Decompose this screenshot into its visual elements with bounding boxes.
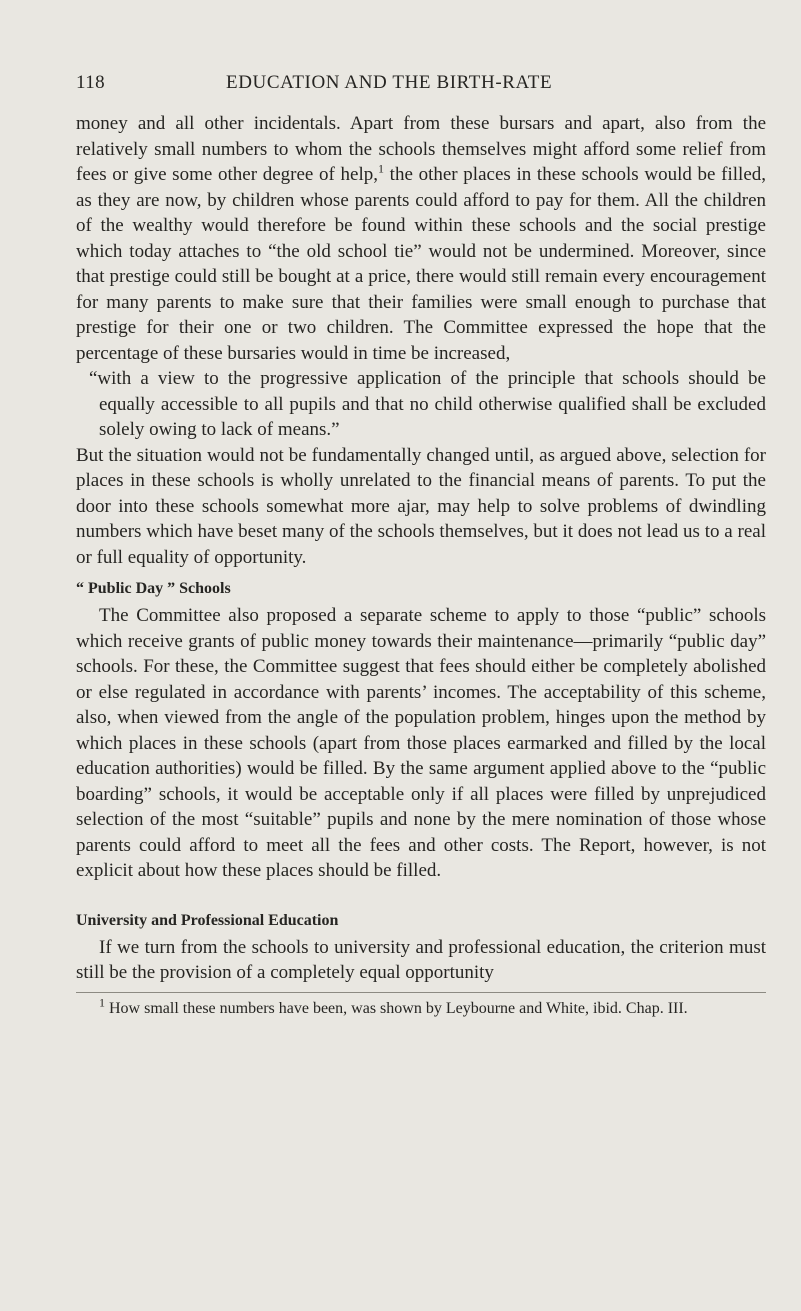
running-head: EDUCATION AND THE BIRTH-RATE <box>226 72 553 93</box>
paragraph-text-continued: the other places in these schools would be filled, as they are now, by children whose parents could afford to pay for them. All the children of the wealthy would therefore be found within these schools and the social prestige which today attaches to “the old school tie” would not be undermined. Moreover, since that prestige could still be bought at a price, there would still remain every encouragement for many parents to make sure that their families were small enough to purchase that prestige for their one or two children. The Committee expressed the hope that the percentage of these bursaries would in time be increased, <box>76 164 766 364</box>
block-quote: “with a view to the progressive application of the principle that schools should be equally accessible to all pupils and that no child otherwise qualified shall be excluded solely owing to lack of means.” <box>89 368 766 440</box>
paragraph: The Committee also proposed a separate scheme to apply to those “public” schools which receive grants of public money towards their maintenance—primarily “public day” schools. For these, the Committee suggest that fees should either be completely abolished or else regulated in accordance with parents’ incomes. The acceptability of this scheme, also, when viewed from the angle of the population problem, hinges upon the method by which places in these schools (apart from those places earmarked and filled by the local education authorities) would be filled. By the same argument applied above to the “public boarding” schools, it would be acceptable only if all places were filled by unprejudiced selection of the most “suitable” pupils and none by the mere nomination of those whose parents could afford to meet all the fees and other costs. The Report, however, is not explicit about how these places should be filled. <box>76 605 766 881</box>
paragraph: But the situation would not be fundamentally changed until, as argued above, selection for places in these schools is wholly unrelated to the financial means of parents. To put the door into these schools somewhat more ajar, may help to solve problems of dwindling numbers which have beset many of the schools themselves, but it does not lead us to a real or full equality of opportunity. <box>76 444 766 568</box>
page-header <box>76 72 766 102</box>
section-heading-university: University and Professional Education <box>76 911 339 929</box>
footnote-reference: 1 <box>378 161 384 176</box>
footnote <box>76 995 766 1019</box>
page-body <box>76 111 766 1019</box>
paragraph-text: money and all other incidentals. Apart from these bursars and apart, also from the relatively small numbers to whom the schools themselves might afford some relief from fees or give some other degree of help, <box>76 113 766 185</box>
page-number: 118 <box>76 72 105 93</box>
section-heading-public-day-schools: “ Public Day ” Schools <box>76 580 231 597</box>
footnote-marker: 1 <box>99 995 105 1010</box>
paragraph: If we turn from the schools to university and professional education, the criterion must still be the provision of a completely equal opportunity <box>76 936 766 983</box>
paragraph-continuation <box>76 111 766 366</box>
footnote-divider <box>76 992 766 993</box>
footnote-text: How small these numbers have been, was shown by Leybourne and White, ibid. Chap. III. <box>105 999 688 1017</box>
